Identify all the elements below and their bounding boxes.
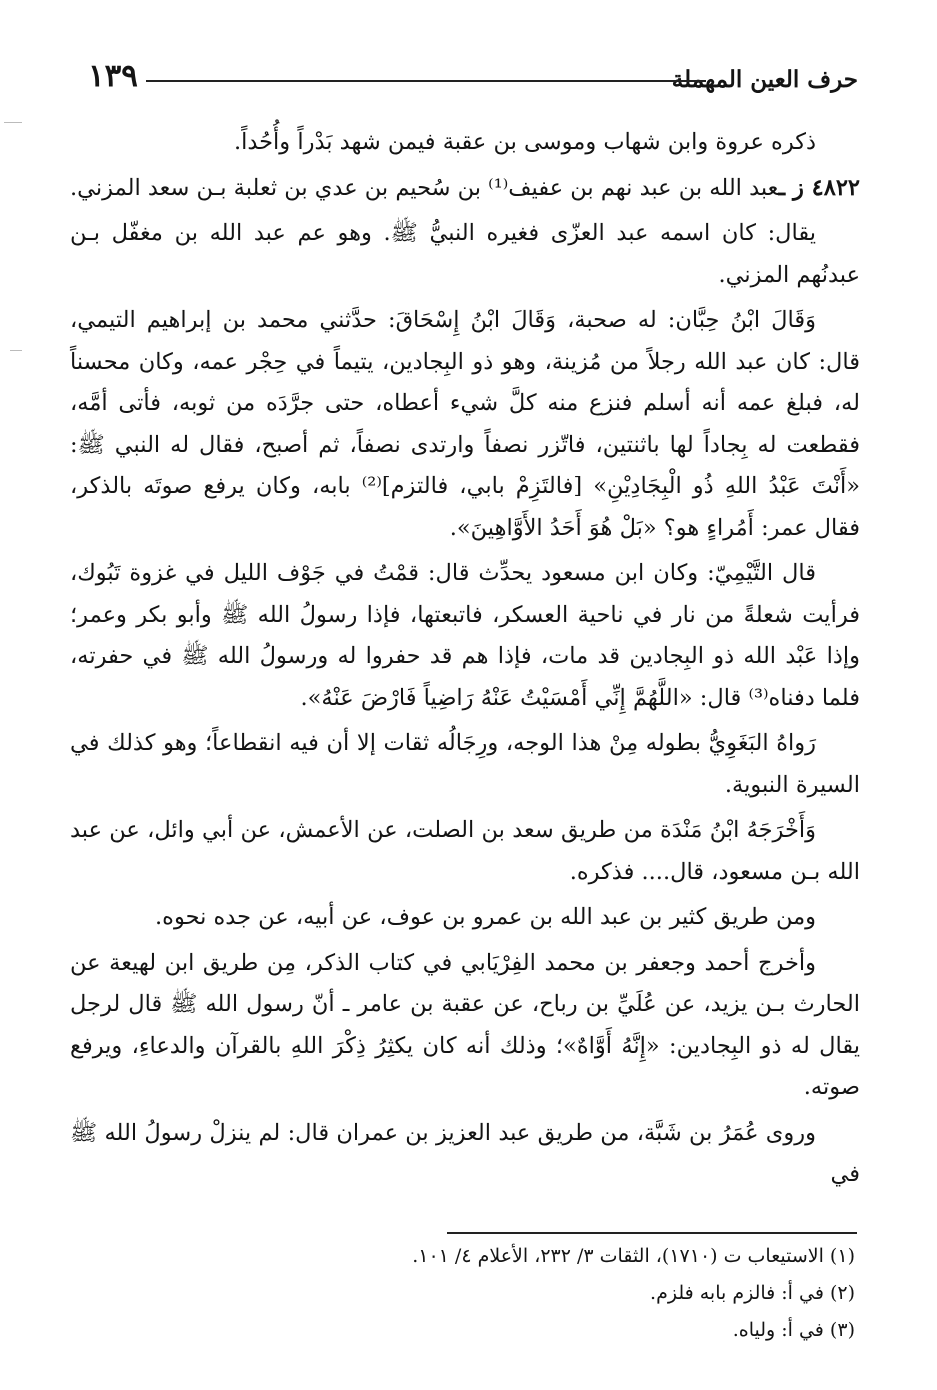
footnote-separator [447,1232,857,1234]
entry-number: ٤٨٢٢ ز ـ [778,174,860,201]
footnote-2: (٢) في أ: فالزم بابه فلزم. [650,1282,855,1304]
paragraph: وَقَالَ ابْنُ حِبَّان: له صحبة، وَقَالَ ابْنُ إِسْحَاقَ: حدَّثني محمد بن إبراهيم التيمي، قال: كان عبد الله رجلاً من مُزينة، وهو ذو البِجادين، يتيماً في حِجْر عمه، وكان محسناً له، فبلغ عمه أنه أسلم فنزع منه كلَّ شيء أعطاه، حتى جرَّدَه من ثوبه، فأتى أمَّه، فقطعت له بِجاداً لها باثنتين، فاتّزر نصفاً وارتدى نصفاً، ثم أصبح، فقال له النبي ﷺ: «أَنْتَ عَبْدُ اللهِ ذُو الْبِجَادِيْنِ» [فالتَزِمْ بابي، فالتزم]⁽²⁾ بابه، وكان يرفع صوتَه بالذكر، فقال عمر: أَمُراءٍ هو؟ «بَلْ هُوَ أَحَدُ الأَوَّاهِينَ». [70,307,860,541]
page-number: ١٣٩ [88,58,138,94]
paragraph: رَواهُ البَغَوِيُّ بطوله مِنْ هذا الوجه، ورِجَالُه ثقات إلا أن فيه انقطاعاً؛ وهو كذلك في السيرة النبوية. [70,730,860,798]
paragraph: وَأَخْرَجَهُ ابْنُ مَنْدَة من طريق سعد بن الصلت، عن الأعمش، عن أبي وائل، عن عبد الله بـن مسعود، قال.... فذكره. [70,817,860,885]
running-title: حرف العين المهملة [671,66,858,93]
footnote-1: (١) الاستيعاب ت (١٧١٠)، الثقات ٣/ ٢٣٢، الأعلام ٤/ ١٠١. [412,1245,855,1267]
paragraph: يقال: كان اسمه عبد العزّى فغيره النبيُّ ﷺ. وهو عم عبد الله بن مغفّل بـن عبدنُهم المزني. [70,220,860,288]
paragraph: قال التَّيْمِيّ: وكان ابن مسعود يحدِّث قال: قمْتُ في جَوْف الليل في غزوة تَبُوك، فرأيت شعلةً من نار في ناحية العسكر، فاتبعتها، فإذا رسولُ الله ﷺ وأبو بكر وعمر؛ وإذا عَبْد الله ذو البِجادين قد مات، فإذا هم قد حفروا له ورسولُ الله ﷺ في حفرته، فلما دفناه⁽³⁾ قال: «اللَّهُمَّ إِنِّي أَمْسَيْتُ عَنْهُ رَاضِياً فَارْضَ عَنْهُ». [70,560,860,711]
paragraph-continuation: ذكره عروة وابن شهاب وموسى بن عقبة فيمن شهد بَدْراً وأُحُداً. [233,129,816,155]
footnote-3: (٣) في أ: ولياه. [732,1319,855,1341]
entry-text: عبد الله بن عبد نهم بن عفيف⁽¹⁾ بن سُحيم بن عدي بن ثعلبة بـن سعد المزني. [70,174,779,201]
footnotes [200,1238,855,1349]
paragraph: ومن طريق كثير بن عبد الله بن عمرو بن عوف، عن أبيه، عن جده نحوه. [155,904,816,930]
paragraph: وأخرج أحمد وجعفر بن محمد الفِرْيَابي في كتاب الذكر، مِن طريق ابن لهيعة عن الحارث بـن يزيد، عن عُلَيِّ بن رباح، عن عقبة بن عامر ـ أنّ رسول الله ﷺ قال لرجل يقال له ذو البِجادين: «إِنَّهُ أَوَّاهٌ»؛ وذلك أنه كان يكثِرُ ذِكْرَ اللهِ بالقرآن والدعاءِ، ويرفع صوته. [70,949,860,1100]
scan-artifact-mark [4,122,22,123]
header-rule [146,80,706,82]
entry-paragraph [70,168,860,210]
page-header [88,58,858,98]
main-text [70,122,860,1200]
paragraph: وروى عُمَرُ بن شَبَّة، من طريق عبد العزيز بن عمران قال: لم ينزلْ رسولُ الله ﷺ في [70,1119,860,1187]
scan-artifact-mark [10,350,22,351]
